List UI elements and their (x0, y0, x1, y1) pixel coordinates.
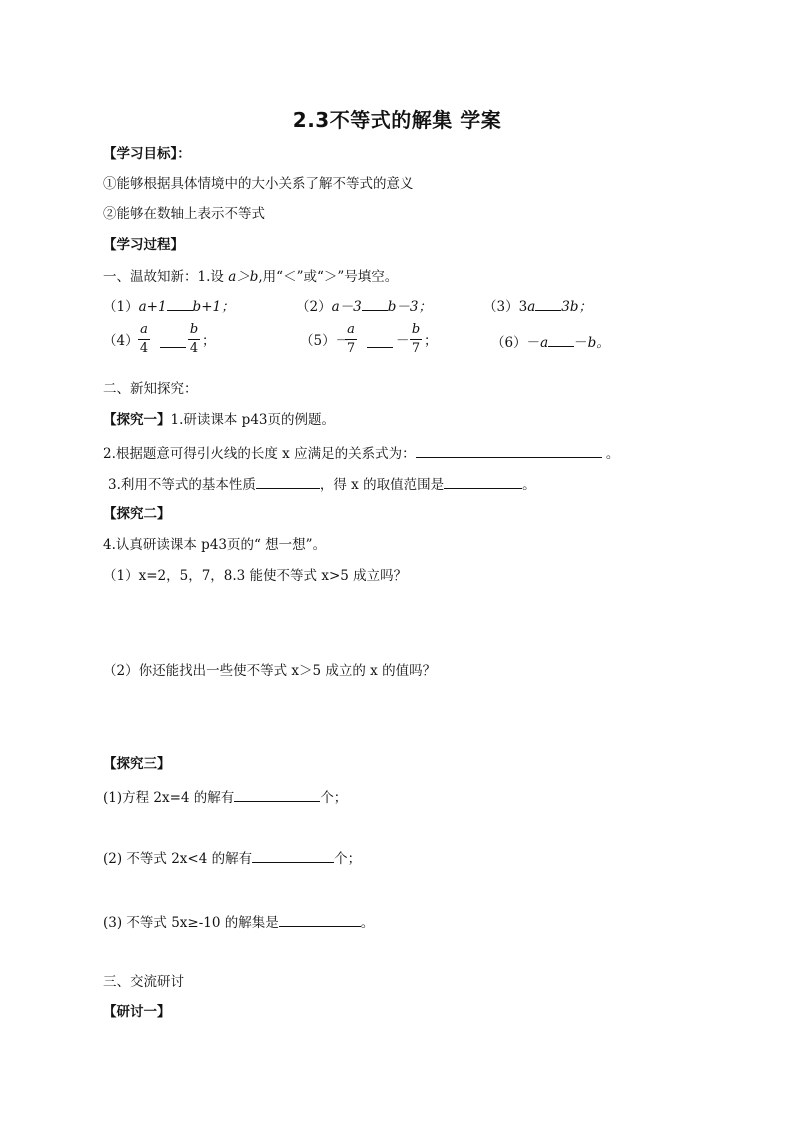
minus-sign: － (396, 333, 410, 349)
fraction (345, 322, 357, 357)
explore-three-label: 【探究三】 (103, 756, 171, 772)
explore-two-label: 【探究二】 (103, 506, 171, 522)
line-text: (2) 不等式 2x<4 的解有 (103, 851, 253, 867)
process-heading: 【学习过程】 (103, 237, 184, 253)
expr-left: a－3 (331, 299, 362, 315)
denominator: 7 (411, 341, 421, 356)
explore-line-2 (103, 443, 619, 463)
fraction-bar (345, 339, 357, 340)
exchange-heading: 三、交流研讨 (103, 974, 184, 990)
expr-right: 3b； (561, 299, 592, 315)
line-text: (1)方程 2x=4 的解有 (103, 790, 235, 806)
denominator: 4 (189, 341, 199, 356)
explore-three-q3 (103, 912, 374, 932)
review-q6 (491, 332, 610, 352)
line-tail: 个； (334, 851, 362, 867)
expr-left: a (527, 299, 536, 315)
answer-blank[interactable] (548, 332, 574, 347)
goal-item: ②能够在数轴上表示不等式 (103, 206, 265, 222)
fraction (138, 322, 150, 357)
explore-one-label: 【探究一】 (103, 412, 171, 428)
line-tail: 。 (360, 915, 375, 931)
explore-line-4: 4.认真研读课本 p43页的“ 想一想”。 (103, 537, 327, 553)
punct: ； (202, 333, 216, 349)
numerator: a (140, 322, 148, 337)
review-condition: a＞b (228, 269, 259, 285)
answer-blank[interactable] (256, 474, 320, 489)
line-text: ，得 x 的取值范围是 (319, 477, 445, 493)
question-number: （4） (103, 333, 139, 349)
denominator: 7 (346, 341, 356, 356)
review-intro-text: 一、温故知新：1.设 (103, 269, 224, 285)
denominator: 4 (139, 341, 149, 356)
fraction (410, 322, 422, 357)
fraction (188, 322, 200, 357)
numerator: b (189, 322, 199, 337)
page-title: 2.3不等式的解集 学案 (292, 108, 502, 132)
explore-three-q2 (103, 848, 361, 868)
question-number: （3）3 (483, 299, 528, 315)
explore-q2: （2）你还能找出一些使不等式 x＞5 成立的 x 的值吗？ (103, 663, 437, 679)
minus-sign: － (574, 335, 588, 351)
answer-blank[interactable] (362, 296, 388, 311)
answer-blank[interactable] (167, 296, 193, 311)
expr-right: b－3； (387, 299, 432, 315)
punct: ； (424, 333, 438, 349)
answer-blank[interactable] (279, 912, 361, 927)
review-q1 (103, 296, 235, 316)
review-q3 (483, 296, 592, 316)
explore-heading: 二、新知探究： (103, 381, 198, 397)
answer-blank[interactable] (367, 333, 393, 348)
review-q2 (296, 296, 432, 316)
numerator: a (347, 322, 355, 337)
expr-right: b。 (587, 335, 610, 351)
goal-item: ①能够根据具体情境中的大小关系了解不等式的意义 (103, 176, 414, 192)
question-number: （6）－ (491, 335, 541, 351)
line-tail: 个； (320, 790, 348, 806)
review-intro (103, 268, 398, 286)
exchange-sub-heading: 【研讨一】 (103, 1004, 171, 1020)
fraction-bar (410, 339, 422, 340)
goals-heading: 【学习目标】： (103, 146, 191, 162)
numerator: b (411, 322, 421, 337)
answer-blank[interactable] (444, 474, 522, 489)
explore-q1: （1）x=2，5，7，8.3 能使不等式 x>5 成立吗？ (103, 568, 408, 584)
line-text: 2.根据题意可得引火线的长度 x 应满足的关系式为： (103, 446, 416, 462)
answer-blank[interactable] (234, 787, 320, 802)
question-number: （2） (296, 299, 332, 315)
line-tail: 。 (601, 446, 620, 462)
answer-blank[interactable] (252, 848, 334, 863)
fraction-bar (188, 339, 200, 340)
expr-right: b+1； (192, 299, 235, 315)
explore-one-text: 1.研读课本 p43页的例题。 (170, 412, 335, 428)
explore-one (103, 411, 335, 429)
explore-three-q1 (103, 787, 347, 807)
explore-line-3 (108, 474, 536, 494)
line-tail: 。 (522, 477, 536, 493)
expr-left: a+1 (138, 299, 167, 315)
line-text: (3) 不等式 5x≥-10 的解集是 (103, 915, 279, 931)
question-number: （5）－ (300, 333, 350, 349)
review-intro-tail: ,用“＜”或“＞”号填空。 (258, 269, 399, 285)
answer-blank[interactable] (160, 333, 186, 348)
answer-blank[interactable] (416, 443, 602, 458)
answer-blank[interactable] (535, 296, 561, 311)
question-number: （1） (103, 299, 139, 315)
fraction-bar (138, 339, 150, 340)
expr-left: a (540, 335, 549, 351)
line-text: 3.利用不等式的基本性质 (108, 477, 256, 493)
